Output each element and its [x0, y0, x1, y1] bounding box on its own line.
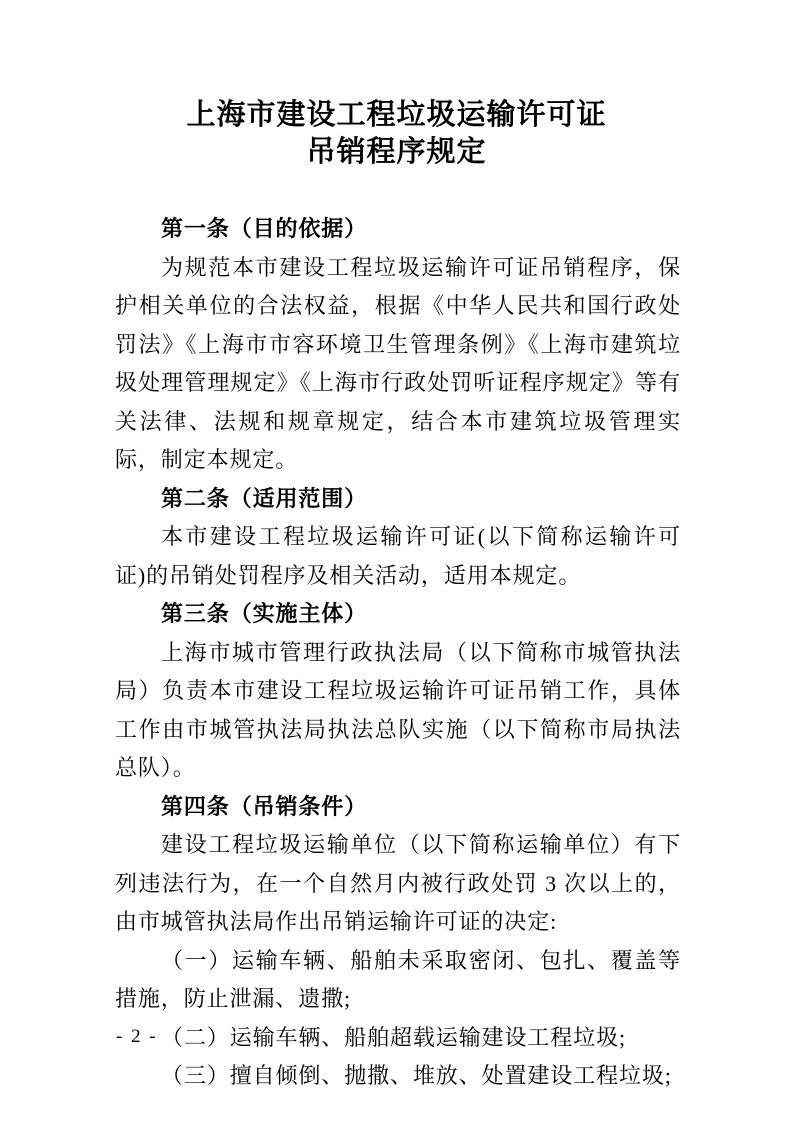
section-paragraph: （三）擅自倾倒、抛撒、堆放、处置建设工程垃圾;: [161, 1063, 672, 1088]
document-title: [0, 97, 793, 171]
section-paragraph: （二）运输车辆、船舶超载运输建设工程垃圾;: [161, 1024, 627, 1050]
section-heading: 第三条（实施主体）: [161, 601, 368, 626]
section-paragraph: 建设工程垃圾运输单位（以下简称运输单位）有下列违法行为，在一个自然月内被行政处罚 3 次以上的，由市城管执法局作出吊销运输许可证的决定:: [115, 832, 681, 934]
title-line-1: 上海市建设工程垃圾运输许可证: [186, 99, 607, 131]
section-paragraph: 本市建设工程垃圾运输许可证(以下简称运输许可证)的吊销处罚程序及相关活动，适用本规定。: [115, 524, 681, 588]
title-line-2: 吊销程序规定: [306, 136, 487, 168]
document-body: [115, 210, 681, 1096]
section-heading: 第四条（吊销条件）: [161, 793, 368, 819]
section-heading: 第二条（适用范围）: [161, 485, 368, 511]
section-paragraph: （一）运输车辆、船舶未采取密闭、包扎、覆盖等措施，防止泄漏、遗撒;: [115, 947, 681, 1011]
section-heading: 第一条（目的依据）: [161, 216, 368, 241]
section-paragraph: 上海市城市管理行政执法局（以下简称市城管执法局）负责本市建设工程垃圾运输许可证吊销工作，具体工作由市城管执法局执法总队实施（以下简称市局执法总队）。: [115, 639, 681, 780]
page-number: - 2 -: [116, 1026, 158, 1047]
section-paragraph: 为规范本市建设工程垃圾运输许可证吊销程序，保护相关单位的合法权益，根据《中华人民共和国行政处罚法》《上海市市容环境卫生管理条例》《上海市建筑垃圾处理管理规定》《上海市行政处罚听证程序规定》等有关法律、法规和规章规定，结合本市建筑垃圾管理实际，制定本规定。: [115, 254, 681, 472]
